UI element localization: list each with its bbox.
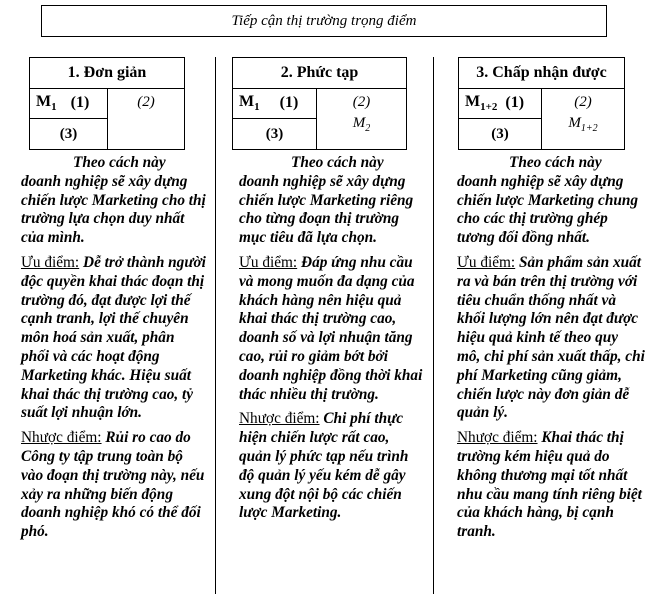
cell-number: (1) — [279, 94, 299, 111]
cell-marketing-label: $M_{1+2}$ — [568, 115, 598, 134]
cell-number: (2) — [352, 94, 371, 110]
cell-number: (2) — [137, 94, 155, 110]
cell-number: (1) — [505, 94, 525, 111]
matrix-header: 1. Đơn giản — [30, 58, 184, 89]
disadvantages-label: Nhược điểm: — [457, 429, 538, 447]
cell-marketing-label: $M_2$ — [352, 115, 371, 134]
matrix-cell-3: (3) — [233, 119, 317, 149]
disadvantages-text: Rủi ro cao do Công ty tập trung toàn bộ vào đoạn thị trường này, nếu xảy ra những biến động doanh nghiệp khó có thể đối phó. — [21, 429, 205, 541]
column-divider — [215, 57, 216, 594]
column-description-acceptable — [457, 154, 645, 548]
disadvantages-text: Chi phí thực hiện chiến lược rất cao, quản lý phức tạp nếu trình độ quản lý yếu kém dễ gây xung đột nội bộ các chiến lược Marketing. — [239, 410, 409, 522]
disadvantages-label: Nhược điểm: — [239, 410, 320, 428]
disadvantages-text: Khai thác thị trường kém hiệu quả do không thương mại tốt nhất nhu cầu mang tính riêng biệt của khách hàng, bị cạnh tranh. — [457, 429, 642, 541]
cell-marketing-label: $M_1$ — [239, 92, 260, 114]
cell-marketing-label: $M_1$ — [36, 92, 57, 114]
matrix-cell-2 — [317, 88, 406, 149]
advantages-paragraph — [457, 254, 645, 423]
matrix-cell-2 — [542, 88, 624, 149]
matrix-header: 3. Chấp nhận được — [459, 58, 624, 89]
intro-paragraph: Theo cách này doanh nghiệp sẽ xây dựng chiến lược Marketing riêng cho từng đoạn thị trường mục tiêu đã lựa chọn. — [239, 154, 414, 247]
matrix-cell-1 — [30, 88, 108, 119]
matrix-cell-1 — [459, 88, 542, 119]
cell-marketing-label: $M_{1+2}$ — [465, 92, 498, 114]
matrix-header: 2. Phức tạp — [233, 58, 406, 89]
market-matrix-acceptable — [458, 57, 625, 150]
matrix-cell-1 — [233, 88, 317, 119]
advantages-text: Dễ trở thành người độc quyền khai thác đoạn thị trường đó, đạt được lợi thế cạnh tranh, lợi thế chuyên môn hoá sản xuất, phân phối và các hoạt động Marketing khác. Hiệu suất khai thác thị trường cao, tỷ suất lợi nhuận lớn. — [21, 253, 206, 422]
intro-paragraph: Theo cách này doanh nghiệp sẽ xây dựng chiến lược Marketing cho thị trường lựa chọn duy nhất của mình. — [21, 154, 206, 247]
advantages-paragraph — [21, 254, 206, 423]
advantages-label: Ưu điểm: — [21, 253, 80, 271]
advantages-text: Sản phẩm sản xuất ra và bán trên thị trường với tiêu chuẩn thống nhất và khối lượng lớn nên đạt được hiệu quả kinh tế theo quy mô, chi phí sản xuất thấp, chi phí Marketing cũng giảm, chiến lược này đơn giản dễ quản lý. — [457, 253, 645, 422]
intro-paragraph: Theo cách này doanh nghiệp sẽ xây dựng chiến lược Marketing chung cho các thị trường ghép tương đối đồng nhất. — [457, 154, 638, 247]
disadvantages-paragraph — [239, 410, 425, 523]
disadvantages-paragraph — [21, 429, 206, 542]
matrix-cell-3: (3) — [459, 119, 542, 149]
column-description-complex — [239, 154, 425, 529]
market-matrix-simple — [29, 57, 185, 150]
advantages-label: Ưu điểm: — [239, 253, 298, 271]
column-divider — [433, 57, 434, 594]
column-description-simple — [21, 154, 206, 548]
advantages-paragraph — [239, 254, 425, 404]
cell-number: (1) — [70, 94, 90, 111]
disadvantages-label: Nhược điểm: — [21, 429, 102, 447]
matrix-cell-3: (3) — [30, 119, 108, 149]
advantages-label: Ưu điểm: — [457, 253, 516, 271]
diagram-title: Tiếp cận thị trường trọng điểm — [41, 5, 607, 37]
matrix-cell-2 — [108, 88, 184, 149]
market-matrix-complex — [232, 57, 407, 150]
cell-number: (2) — [574, 94, 592, 110]
disadvantages-paragraph — [457, 429, 645, 542]
advantages-text: Đáp ứng nhu cầu và mong muốn đa dạng của khách hàng nên hiệu quả khai thác thị trường cao, doanh số và lợi nhuận tăng cao, rủi ro giảm bớt bởi doanh nghiệp đồng thời khai thác nhiều thị trường. — [239, 253, 423, 403]
